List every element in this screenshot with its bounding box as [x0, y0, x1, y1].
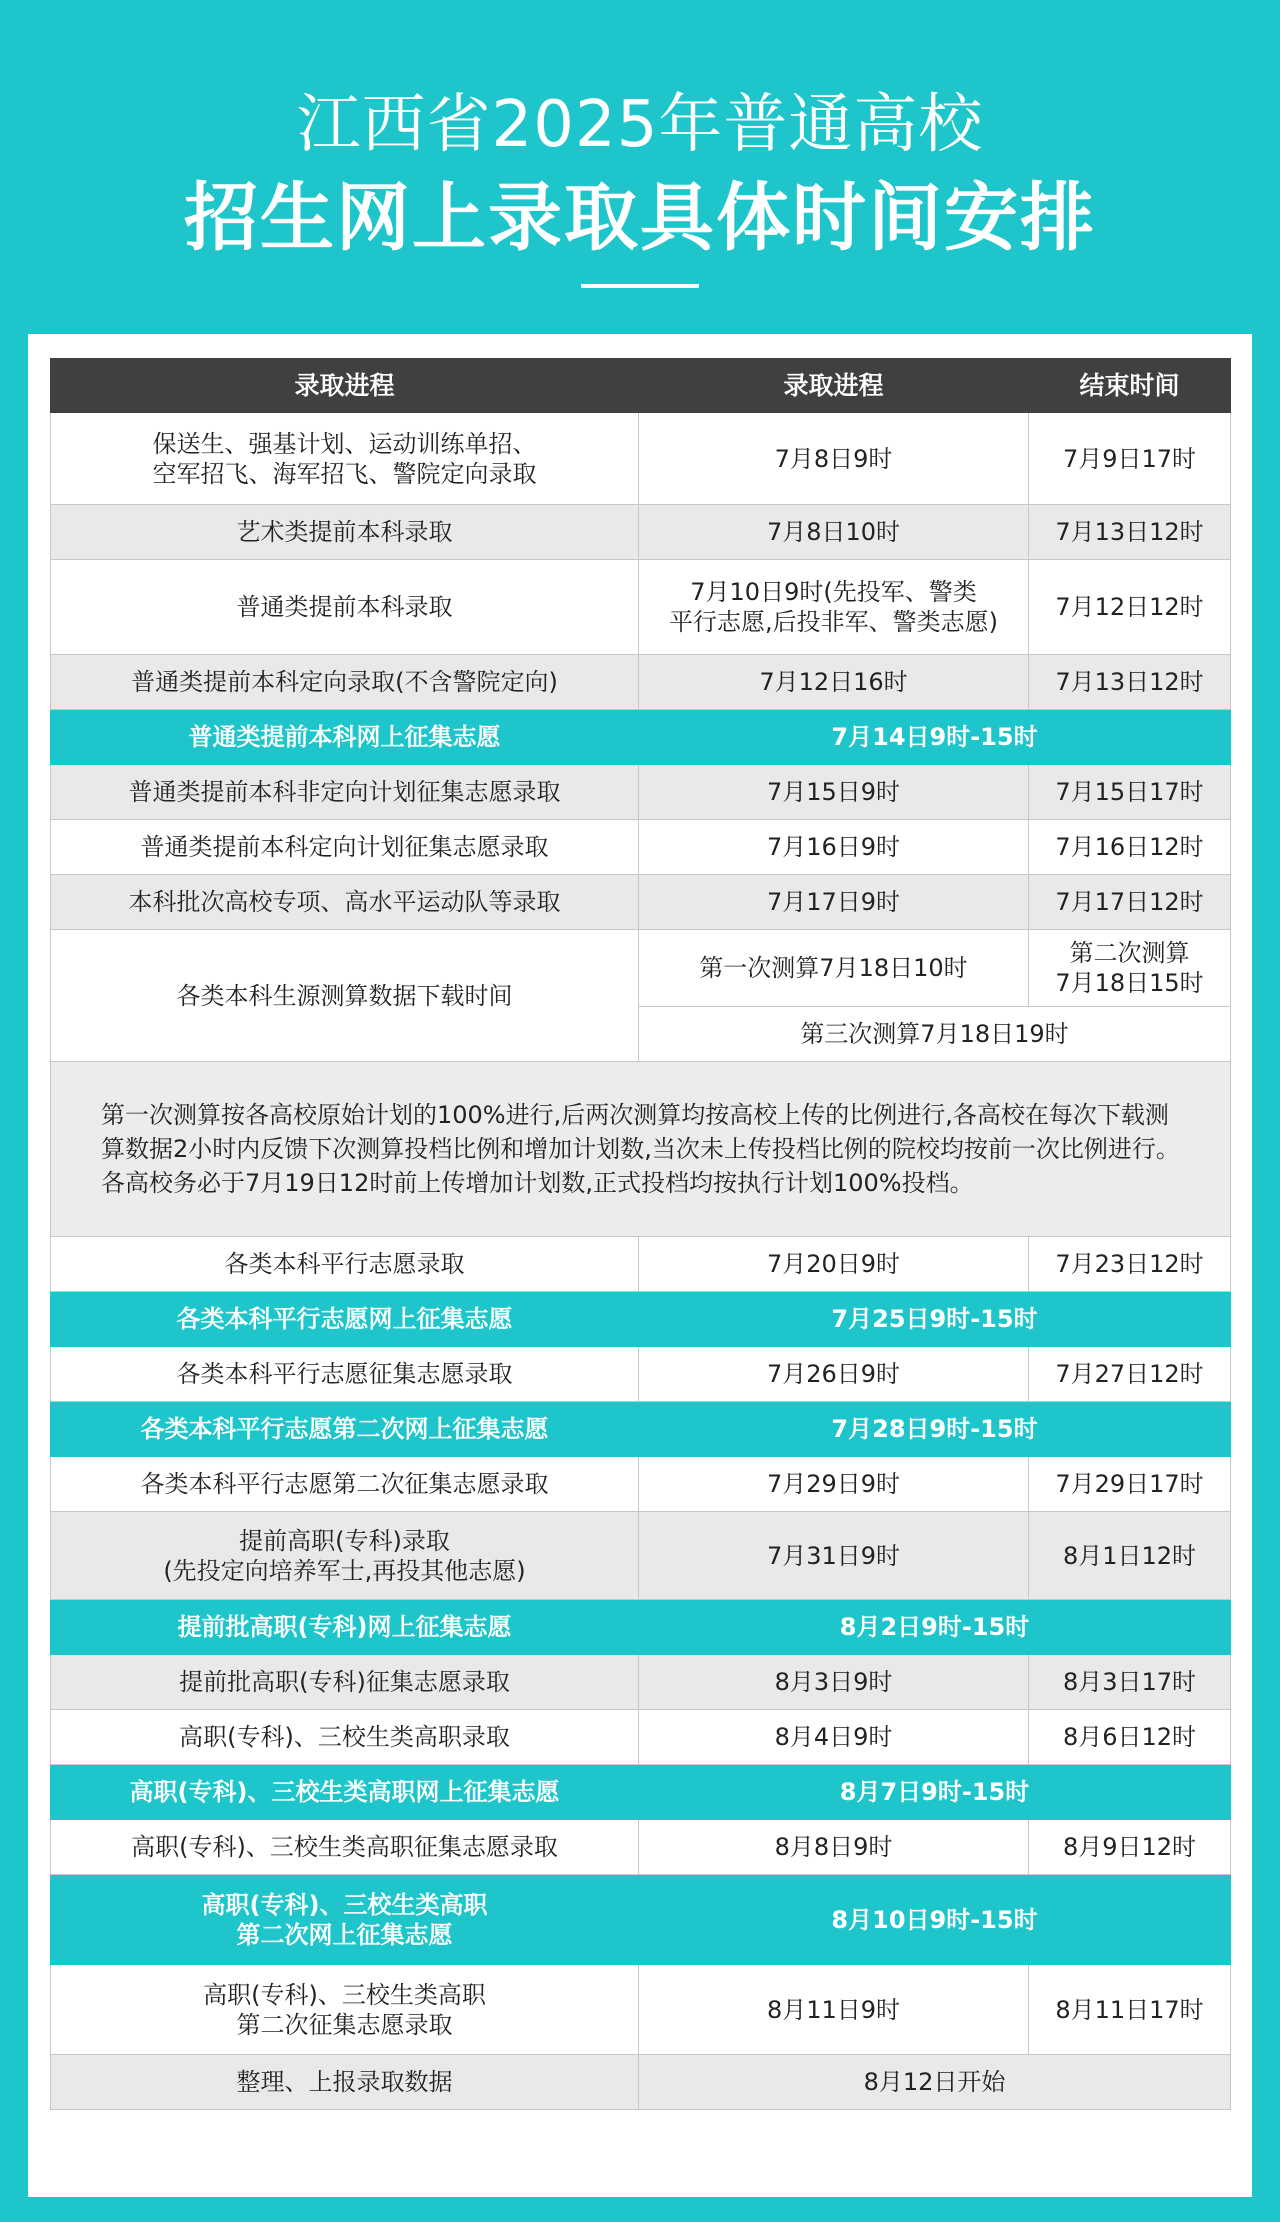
start-cell: 8月8日9时	[639, 1820, 1029, 1875]
start-cell: 8月11日9时	[639, 1965, 1029, 2055]
table-row-highlight	[51, 1402, 1231, 1457]
stage-line1: 保送生、强基计划、运动训练单招、	[152, 429, 537, 458]
time-cell: 8月2日9时-15时	[639, 1600, 1231, 1655]
stage-cell: 普通类提前本科定向录取(不含警院定向)	[51, 655, 639, 710]
stage-line2: 第二次网上征集志愿	[236, 1920, 453, 1949]
table-header-row	[51, 359, 1231, 413]
start-line1: 7月10日9时(先投军、警类	[690, 578, 977, 606]
table-row	[51, 1457, 1231, 1512]
end-cell: 7月15日17时	[1029, 765, 1231, 820]
end-cell: 7月23日12时	[1029, 1237, 1231, 1292]
end-cell: 7月29日17时	[1029, 1457, 1231, 1512]
start-cell: 7月8日10时	[639, 505, 1029, 560]
header-stage-2: 录取进程	[639, 359, 1029, 413]
table-row	[51, 2055, 1231, 2110]
stage-cell: 普通类提前本科录取	[51, 560, 639, 655]
table-row	[51, 1347, 1231, 1402]
stage-cell	[51, 1875, 639, 1965]
start-cell: 7月26日9时	[639, 1347, 1029, 1402]
start-cell: 8月3日9时	[639, 1655, 1029, 1710]
title-underline	[581, 284, 699, 288]
stage-cell	[51, 1512, 639, 1600]
time-cell: 8月12日开始	[639, 2055, 1231, 2110]
second-calc-line2: 7月18日15时	[1055, 969, 1204, 997]
stage-cell: 艺术类提前本科录取	[51, 505, 639, 560]
end-cell: 8月9日12时	[1029, 1820, 1231, 1875]
time-cell: 8月7日9时-15时	[639, 1765, 1231, 1820]
table-row	[51, 765, 1231, 820]
end-cell: 7月27日12时	[1029, 1347, 1231, 1402]
start-cell: 7月29日9时	[639, 1457, 1029, 1512]
stage-cell: 提前批高职(专科)征集志愿录取	[51, 1655, 639, 1710]
start-cell: 7月20日9时	[639, 1237, 1029, 1292]
table-row-highlight	[51, 1600, 1231, 1655]
page-title-line2: 招生网上录取具体时间安排	[184, 175, 1096, 261]
end-cell: 8月1日12时	[1029, 1512, 1231, 1600]
stage-cell: 各类本科平行志愿征集志愿录取	[51, 1347, 639, 1402]
stage-cell: 高职(专科)、三校生类高职录取	[51, 1710, 639, 1765]
end-cell: 7月13日12时	[1029, 505, 1231, 560]
table-row	[51, 1965, 1231, 2055]
stage-line2: 第二次征集志愿录取	[236, 2010, 453, 2039]
start-cell: 7月15日9时	[639, 765, 1029, 820]
header-stage: 录取进程	[51, 359, 639, 413]
table-row	[51, 505, 1231, 560]
schedule-table	[50, 358, 1231, 2110]
start-cell	[639, 560, 1029, 655]
second-calc-cell	[1029, 930, 1231, 1007]
stage-line1: 高职(专科)、三校生类高职	[203, 1980, 486, 2009]
table-row	[51, 1512, 1231, 1600]
table-row	[51, 413, 1231, 505]
start-cell: 7月31日9时	[639, 1512, 1029, 1600]
table-row	[51, 875, 1231, 930]
table-row	[51, 1655, 1231, 1710]
stage-cell: 各类本科平行志愿第二次网上征集志愿	[51, 1402, 639, 1457]
table-row-highlight	[51, 710, 1231, 765]
table-row	[51, 655, 1231, 710]
time-cell: 7月25日9时-15时	[639, 1292, 1231, 1347]
start-line2: 平行志愿,后投非军、警类志愿)	[669, 608, 998, 636]
note-row	[51, 1062, 1231, 1237]
time-cell: 7月28日9时-15时	[639, 1402, 1231, 1457]
stage-cell: 高职(专科)、三校生类高职征集志愿录取	[51, 1820, 639, 1875]
stage-cell: 各类本科平行志愿网上征集志愿	[51, 1292, 639, 1347]
time-cell: 7月14日9时-15时	[639, 710, 1231, 765]
end-cell: 7月13日12时	[1029, 655, 1231, 710]
stage-cell	[51, 1965, 639, 2055]
table-row	[51, 1237, 1231, 1292]
table-row-highlight	[51, 1292, 1231, 1347]
table-row	[51, 930, 1231, 1007]
second-calc-line1: 第二次测算	[1069, 939, 1190, 967]
stage-cell: 整理、上报录取数据	[51, 2055, 639, 2110]
stage-cell: 提前批高职(专科)网上征集志愿	[51, 1600, 639, 1655]
end-cell: 7月17日12时	[1029, 875, 1231, 930]
stage-line1: 高职(专科)、三校生类高职	[201, 1890, 488, 1919]
stage-cell: 普通类提前本科网上征集志愿	[51, 710, 639, 765]
stage-cell: 各类本科平行志愿录取	[51, 1237, 639, 1292]
stage-line2: (先投定向培养军士,再投其他志愿)	[163, 1556, 526, 1585]
end-cell: 8月11日17时	[1029, 1965, 1231, 2055]
start-cell: 8月4日9时	[639, 1710, 1029, 1765]
stage-line2: 空军招飞、海军招飞、警院定向录取	[152, 459, 537, 488]
stage-cell: 各类本科生源测算数据下载时间	[51, 930, 639, 1062]
header-end-time: 结束时间	[1029, 359, 1231, 413]
start-cell: 7月16日9时	[639, 820, 1029, 875]
start-cell: 7月12日16时	[639, 655, 1029, 710]
end-cell: 7月16日12时	[1029, 820, 1231, 875]
table-row	[51, 1820, 1231, 1875]
end-cell: 7月9日17时	[1029, 413, 1231, 505]
table-row	[51, 1710, 1231, 1765]
calculation-note: 第一次测算按各高校原始计划的100%进行,后两次测算均按高校上传的比例进行,各高校在每次下载测算数据2小时内反馈下次测算投档比例和增加计划数,当次未上传投档比例的院校均按前一次比例进行。各高校务必于7月19日12时前上传增加计划数,正式投档均按执行计划100%投档。	[51, 1062, 1231, 1237]
table-row-highlight	[51, 1765, 1231, 1820]
page-title-line1: 江西省2025年普通高校	[296, 88, 984, 162]
end-cell: 8月6日12时	[1029, 1710, 1231, 1765]
schedule-panel	[28, 334, 1252, 2197]
stage-cell: 普通类提前本科非定向计划征集志愿录取	[51, 765, 639, 820]
stage-cell: 本科批次高校专项、高水平运动队等录取	[51, 875, 639, 930]
table-row	[51, 820, 1231, 875]
end-cell: 8月3日17时	[1029, 1655, 1231, 1710]
first-calc-cell: 第一次测算7月18日10时	[639, 930, 1029, 1007]
stage-cell: 高职(专科)、三校生类高职网上征集志愿	[51, 1765, 639, 1820]
stage-cell	[51, 413, 639, 505]
third-calc-cell: 第三次测算7月18日19时	[639, 1007, 1231, 1062]
page-header	[0, 0, 1280, 334]
stage-cell: 各类本科平行志愿第二次征集志愿录取	[51, 1457, 639, 1512]
stage-cell: 普通类提前本科定向计划征集志愿录取	[51, 820, 639, 875]
table-row-highlight	[51, 1875, 1231, 1965]
start-cell: 7月17日9时	[639, 875, 1029, 930]
time-cell: 8月10日9时-15时	[639, 1875, 1231, 1965]
start-cell: 7月8日9时	[639, 413, 1029, 505]
end-cell: 7月12日12时	[1029, 560, 1231, 655]
stage-line1: 提前高职(专科)录取	[239, 1526, 450, 1555]
table-row	[51, 560, 1231, 655]
